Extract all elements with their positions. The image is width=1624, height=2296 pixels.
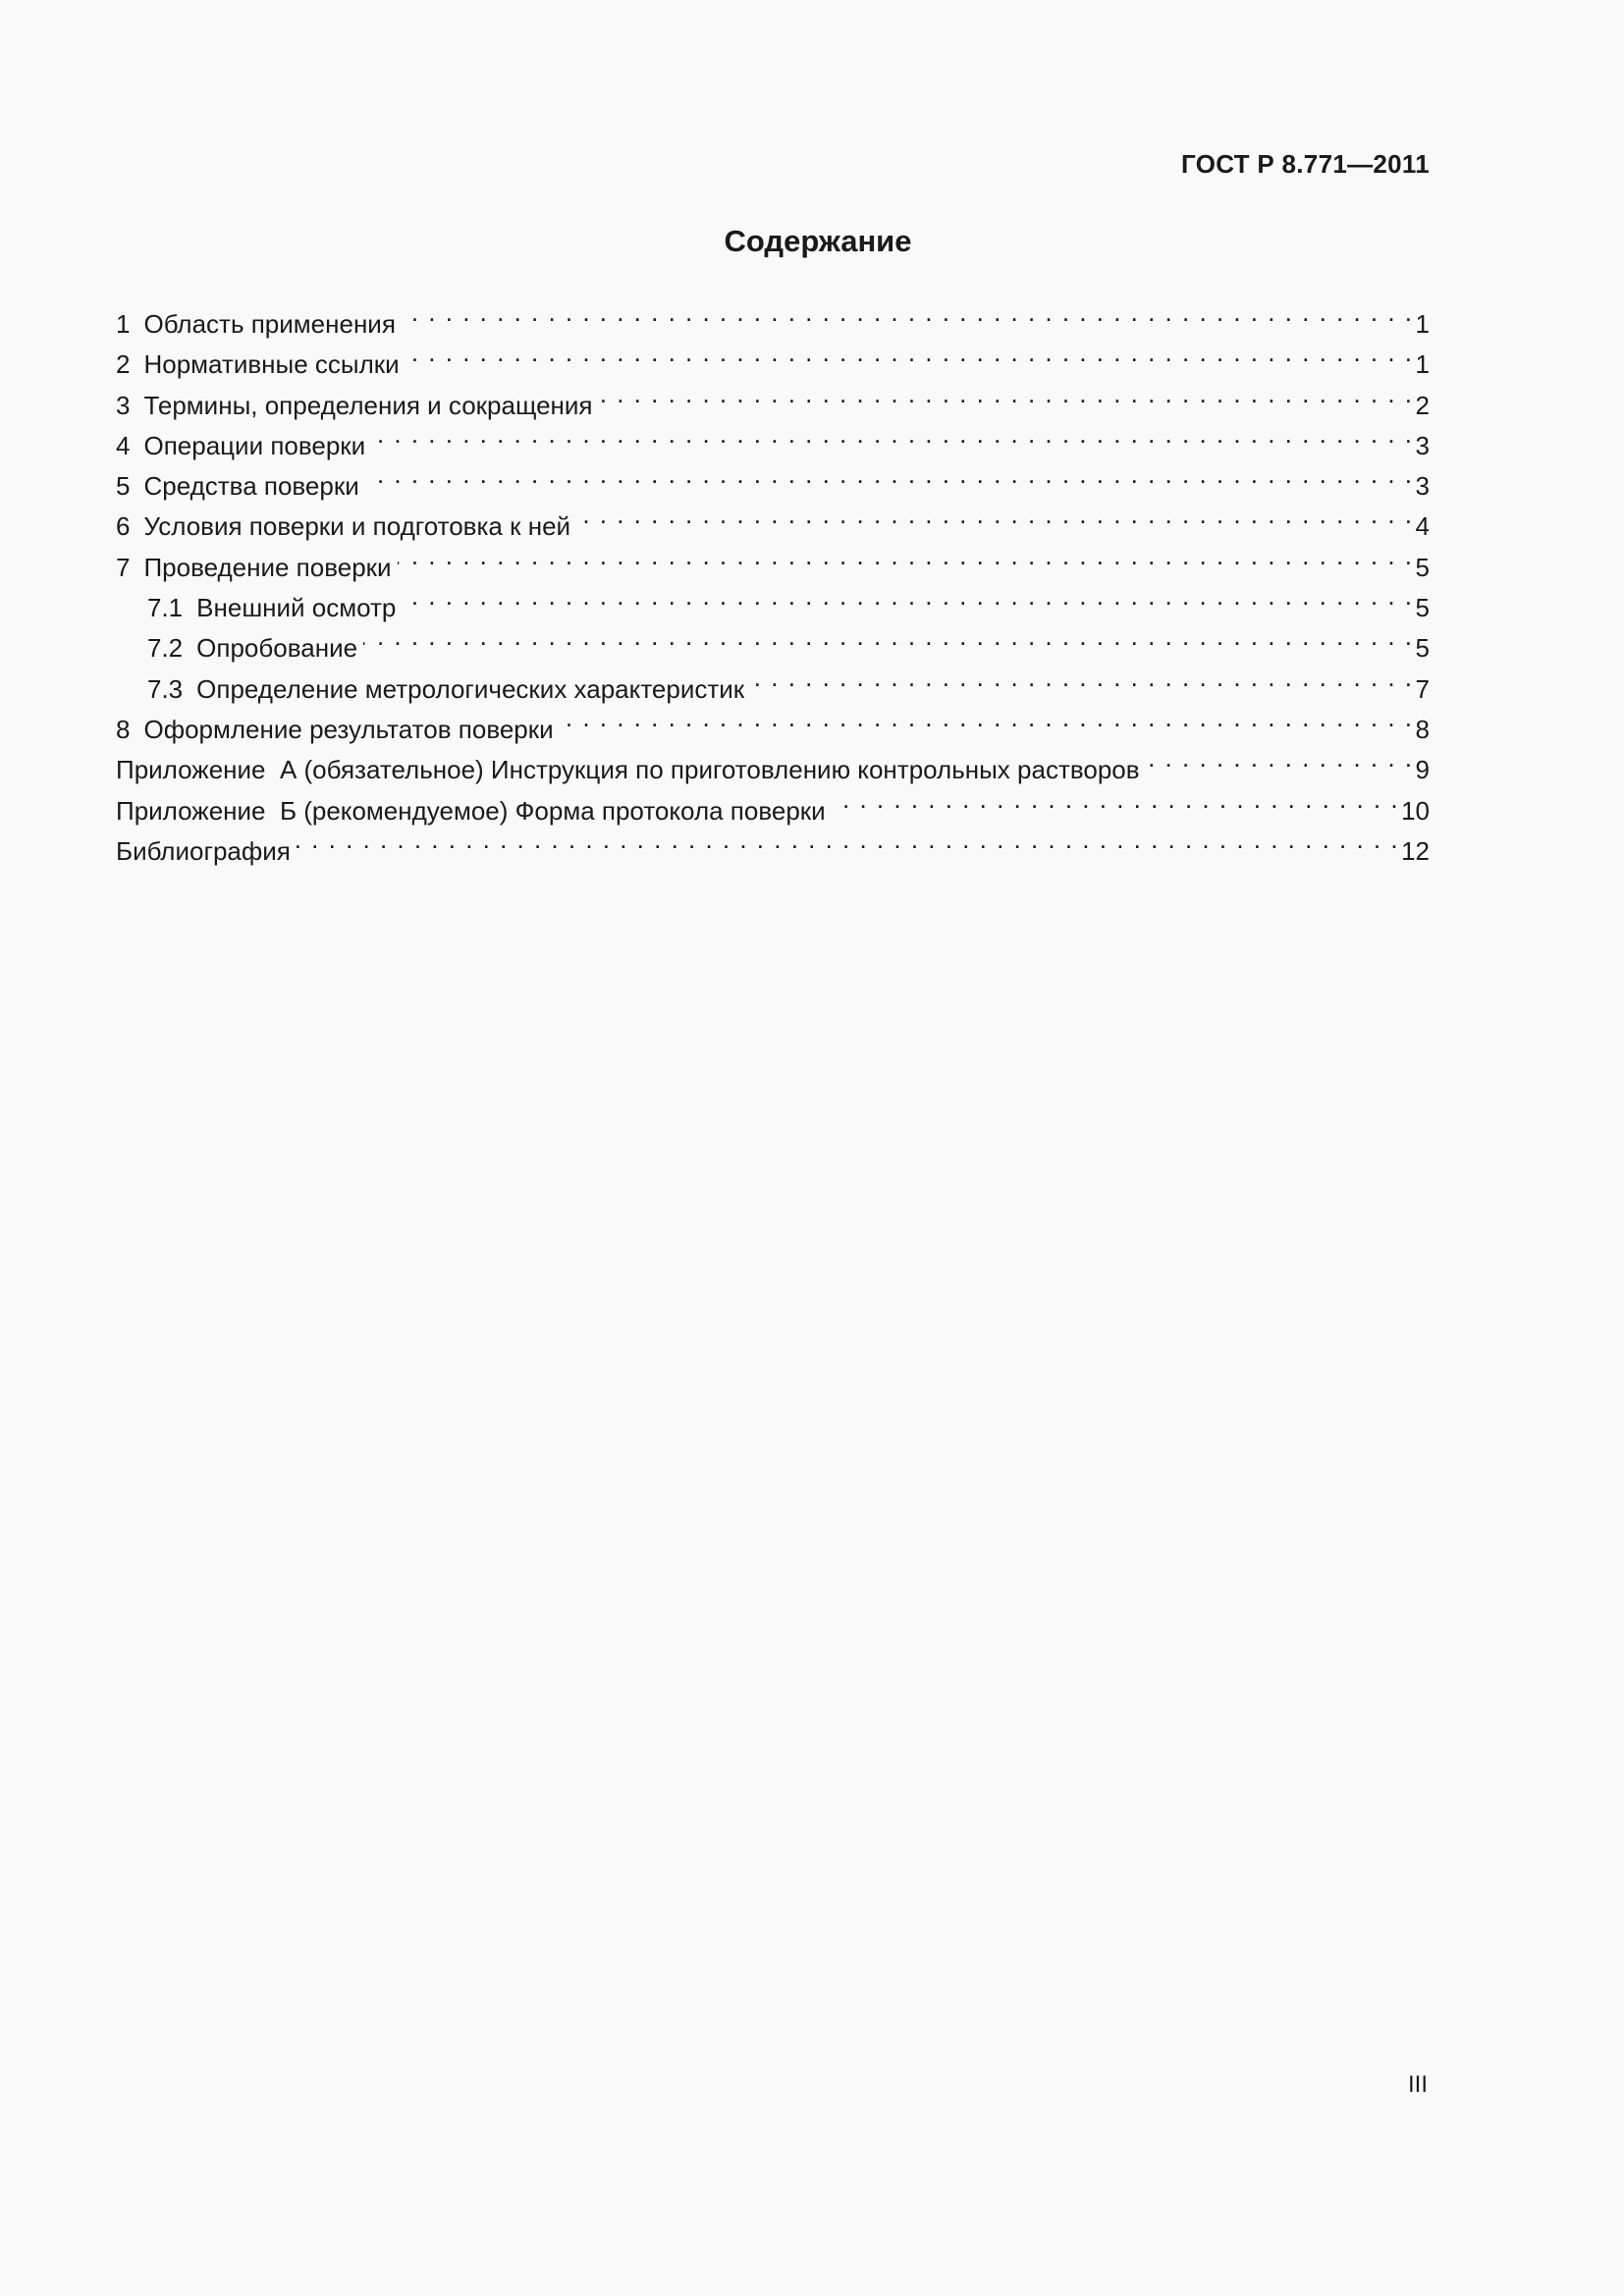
toc-entry-number: 5 [116,471,131,502]
toc-entry-label: Нормативные ссылки [143,349,400,380]
toc-leader-dots [406,333,1414,373]
toc-entry-page: 8 [1415,714,1430,744]
toc-leader-dots [832,779,1399,820]
toc-title: Содержание [724,224,912,258]
toc-leader-dots [599,374,1414,414]
toc-entry-number: 7.2 [147,633,184,664]
toc-entry-label: Библиография [116,835,291,866]
toc-entry-label: Определение метрологических характеристик [196,673,745,704]
toc-leader-dots [750,658,1413,698]
toc-entry-page: 7 [1415,673,1430,704]
toc-entry-number: 4 [116,430,131,460]
document-code: ГОСТ Р 8.771—2011 [1181,149,1430,179]
toc-entry-page: 10 [1401,795,1430,826]
toc-entry-label: Средства поверки [143,471,359,502]
toc-entry-page: 9 [1415,755,1430,785]
toc-entry-number: 7.1 [147,593,184,623]
toc-entry-page: 4 [1415,511,1430,542]
toc-entry-label: Приложение Б (рекомендуемое) Форма протокола поверки [116,795,826,826]
toc-leader-dots [371,414,1413,454]
toc-entry-label: Опробование [196,633,358,664]
toc-entry-label: Операции поверки [143,430,366,460]
toc-entry-label: Проведение поверки [143,552,392,582]
toc-entry-number: 6 [116,511,131,542]
toc-entry-page: 3 [1415,430,1430,460]
toc-leader-dots [560,698,1414,738]
toc-entry-number: 3 [116,390,131,420]
toc-entry-label: Внешний осмотр [196,593,397,623]
toc-entry-label: Термины, определения и сокращения [143,390,593,420]
toc-entry-bibliography[interactable] [116,820,1430,866]
toc-leader-dots [297,820,1399,860]
toc-entry-page: 5 [1415,552,1430,582]
toc-entry-number: 1 [116,309,131,339]
table-of-contents [116,293,1430,866]
toc-entry-page: 12 [1401,835,1430,866]
page-number: III [1407,2071,1428,2098]
toc-entry-label: Оформление результатов поверки [143,714,554,744]
toc-entry-page: 1 [1415,309,1430,339]
toc-leader-dots [1146,738,1414,778]
toc-leader-dots [402,576,1413,616]
toc-entry-number: 8 [116,714,131,744]
toc-entry-scope[interactable] [116,293,1430,339]
toc-leader-dots [576,495,1413,535]
toc-entry-label: Условия поверки и подготовка к ней [143,511,571,542]
toc-leader-dots [402,293,1414,333]
toc-entry-label: Область применения [143,309,396,339]
toc-entry-number: 2 [116,349,131,380]
toc-leader-dots [398,536,1414,576]
toc-leader-dots [365,454,1414,495]
toc-entry-number: 7.3 [147,673,184,704]
toc-entry-number: 7 [116,552,131,582]
toc-entry-page: 2 [1415,390,1430,420]
toc-entry-label: Приложение А (обязательное) Инструкция по приготовлению контрольных растворов [116,755,1140,785]
toc-entry-page: 1 [1415,349,1430,380]
toc-entry-page: 5 [1415,633,1430,664]
toc-entry-page: 5 [1415,593,1430,623]
toc-leader-dots [363,616,1413,657]
toc-entry-page: 3 [1415,471,1430,502]
